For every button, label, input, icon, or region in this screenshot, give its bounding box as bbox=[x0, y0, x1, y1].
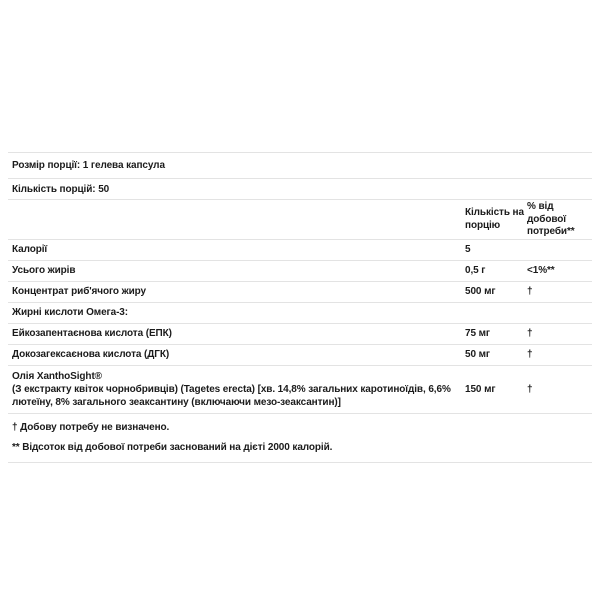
nutrient-amount: 150 мг bbox=[465, 383, 496, 395]
footnote-daily-value-not-established: † Добову потребу не визначено. bbox=[12, 421, 170, 433]
nutrient-row-xanthosight bbox=[8, 365, 592, 413]
nutrient-row-calories bbox=[8, 239, 592, 260]
nutrient-amount: 0,5 г bbox=[465, 265, 486, 276]
servings-count-text: Кількість порцій: 50 bbox=[12, 183, 110, 195]
nutrient-name: Олія XanthoSight® bbox=[12, 370, 102, 382]
nutrient-row-dha bbox=[8, 344, 592, 365]
nutrient-name: Жирні кислоти Омега-3: bbox=[12, 307, 128, 318]
nutrient-row-total-fat bbox=[8, 260, 592, 281]
nutrient-name-block bbox=[8, 366, 465, 413]
nutrient-dv: † bbox=[527, 286, 533, 297]
nutrient-amount: 5 bbox=[465, 244, 471, 255]
nutrient-name: Калорії bbox=[12, 244, 48, 255]
column-header-row bbox=[8, 199, 592, 239]
nutrient-name: Ейкозапентаєнова кислота (ЕПК) bbox=[12, 328, 172, 339]
nutrient-amount: 50 мг bbox=[465, 349, 490, 360]
nutrient-amount: 500 мг bbox=[465, 286, 496, 297]
nutrient-name: Концентрат риб'ячого жиру bbox=[12, 286, 146, 297]
nutrient-dv: † bbox=[527, 383, 533, 395]
nutrient-dv: † bbox=[527, 349, 533, 360]
amount-column-header: Кількість на порцію bbox=[465, 207, 524, 231]
supplement-facts-panel bbox=[8, 152, 592, 463]
nutrient-description: (З екстракту квіток чорнобривців) (Tagetes erecta) [хв. 14,8% загальних каротиноїдів, 6,6% лютеїну, 8% загального зеаксантину (включаючи мезо-зеаксантин)] bbox=[12, 383, 451, 408]
nutrient-dv: <1%** bbox=[527, 265, 555, 276]
dv-column-header: % від добової потреби** bbox=[527, 201, 575, 237]
footnotes-section bbox=[8, 413, 592, 462]
nutrient-name: Докозагексаєнова кислота (ДГК) bbox=[12, 349, 170, 360]
nutrient-dv: † bbox=[527, 328, 533, 339]
nutrient-amount: 75 мг bbox=[465, 328, 490, 339]
nutrient-row-epa bbox=[8, 323, 592, 344]
nutrient-row-fish-oil bbox=[8, 281, 592, 302]
nutrient-row-omega3-group bbox=[8, 302, 592, 323]
servings-count-row bbox=[8, 178, 592, 199]
footnote-percent-daily-value: ** Відсоток від добової потреби заснований на дієті 2000 калорій. bbox=[12, 441, 333, 453]
serving-size-text: Розмір порції: 1 гелева капсула bbox=[12, 160, 165, 171]
serving-size-row bbox=[8, 152, 592, 178]
nutrient-name: Усього жирів bbox=[12, 265, 76, 276]
